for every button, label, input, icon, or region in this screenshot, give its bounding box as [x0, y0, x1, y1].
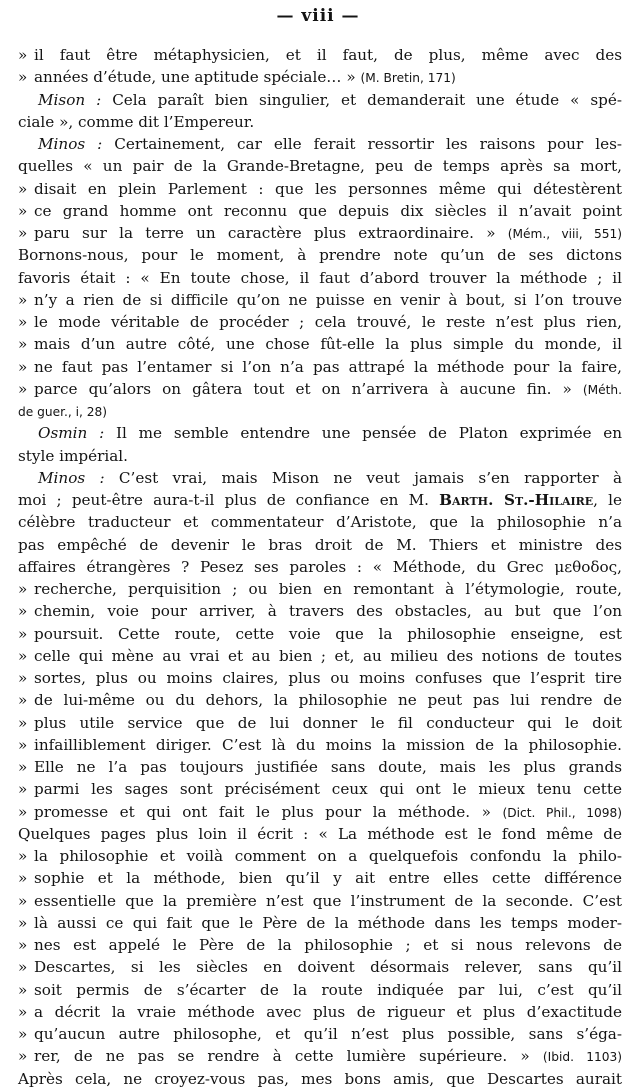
text-line	[18, 912, 622, 934]
text-segment: sophie et la méthode, bien qu’il y ait entre elles cette différence	[34, 869, 622, 888]
text-line	[18, 467, 622, 489]
text-segment: favoris était : « En toute chose, il faut d’abord trouver la méthode ; il	[18, 268, 622, 287]
text-segment: , le	[593, 491, 623, 509]
body-text	[18, 44, 622, 1090]
text-segment: celle qui mène au vrai et au bien ; et, au milieu des notions de toutes	[34, 646, 622, 665]
text-line	[18, 1045, 622, 1067]
quote-mark: »	[18, 802, 28, 821]
text-segment: ce grand homme ont reconnu que depuis dix siècles il n’avait point	[34, 201, 622, 220]
quote-mark: »	[18, 46, 28, 64]
text-line	[18, 244, 622, 266]
text-segment: chemin, voie pour arriver, à travers des obstacles, au but que l’on	[34, 602, 622, 621]
quote-mark: »	[18, 891, 28, 910]
citation: (Méth.	[582, 382, 622, 397]
quote-mark: »	[18, 624, 28, 643]
text-line	[18, 778, 622, 800]
citation: (M. Bretin, 171)	[360, 71, 456, 86]
quote-mark: »	[18, 780, 28, 799]
author-name: Barth. St.-Hilaire	[439, 491, 594, 509]
speaker-name: Minos :	[38, 135, 103, 153]
text-segment: style impérial.	[18, 446, 128, 465]
speaker-name: Minos :	[38, 468, 105, 487]
citation: (Dict. Phil., 1098)	[502, 805, 622, 820]
quote-mark: »	[18, 869, 28, 888]
text-segment: Descartes, si les siècles en doivent désormais relever, sans qu’il	[34, 958, 622, 977]
text-line	[18, 267, 622, 289]
quote-mark: »	[18, 201, 28, 220]
quote-mark: »	[18, 936, 28, 954]
text-line	[18, 667, 622, 689]
text-line	[18, 44, 622, 66]
text-line	[18, 89, 622, 111]
text-line	[18, 867, 622, 889]
quote-mark: »	[18, 1047, 28, 1066]
text-line	[18, 378, 622, 400]
text-line	[18, 111, 622, 133]
text-segment: soit permis de s’écarter de la route indiquée par lui, c’est qu’il	[34, 980, 622, 999]
text-line	[18, 222, 622, 244]
quote-mark: »	[18, 1002, 28, 1021]
text-segment: paru sur la terre un caractère plus extraordinaire. »	[34, 224, 508, 242]
text-segment: disait en plein Parlement : que les personnes même qui détestèrent	[34, 179, 622, 198]
text-line	[18, 845, 622, 867]
quote-mark: »	[18, 847, 28, 865]
text-line	[18, 956, 622, 978]
text-line	[18, 155, 622, 177]
text-line	[18, 934, 622, 956]
text-segment: célèbre traducteur et commentateur d’Aristote, que la philosophie n’a	[18, 513, 622, 532]
quote-mark: »	[18, 958, 28, 977]
quote-mark: »	[18, 691, 28, 710]
text-segment: promesse et qui ont fait le plus pour la méthode. »	[34, 802, 503, 821]
text-line	[18, 178, 622, 200]
text-line	[18, 556, 622, 578]
text-line	[18, 534, 622, 556]
text-line	[18, 445, 622, 467]
quote-mark: »	[18, 313, 28, 331]
text-line	[18, 645, 622, 667]
quote-mark: »	[18, 357, 28, 376]
text-line	[18, 734, 622, 756]
page-header: — viii —	[276, 6, 360, 26]
text-segment: rer, de ne pas se rendre à cette lumière supérieure. »	[34, 1047, 543, 1066]
text-line	[18, 890, 622, 912]
text-segment: Quelques pages plus loin il écrit : « La méthode est le fond même de	[18, 824, 622, 843]
quote-mark: »	[18, 335, 28, 354]
text-line	[18, 311, 622, 333]
text-line	[18, 1023, 622, 1045]
text-line	[18, 356, 622, 378]
text-segment: il faut être métaphysicien, et il faut, de plus, même avec des	[34, 46, 622, 64]
quote-mark: »	[18, 179, 28, 198]
text-segment: essentielle que la première n’est que l’instrument de la seconde. C’est	[34, 891, 622, 910]
citation: (Ibid. 1103)	[542, 1050, 622, 1065]
text-segment: pas empêché de devenir le bras droit de M. Thiers et ministre des	[18, 535, 622, 554]
speaker-name: Mison :	[38, 90, 102, 109]
text-line	[18, 823, 622, 845]
text-segment: là aussi ce qui fait que le Père de la méthode dans les temps moder-	[34, 913, 622, 932]
text-segment: qu’aucun autre philosophe, et qu’il n’est plus possible, sans s’éga-	[34, 1025, 622, 1043]
citation: de guer., i, 28)	[18, 405, 107, 419]
quote-mark: »	[18, 646, 28, 665]
text-segment: de lui-même ou du dehors, la philosophie ne peut pas lui rendre de	[34, 691, 622, 710]
text-segment: quelles « un pair de la Grande-Bretagne, peu de temps après sa mort,	[18, 157, 622, 176]
speaker-name: Osmin :	[38, 424, 105, 443]
text-line	[18, 756, 622, 778]
text-line	[18, 623, 622, 645]
text-line	[18, 979, 622, 1001]
text-segment: Certainement, car elle ferait ressortir les raisons pour les-	[102, 135, 623, 153]
text-segment: Il me semble entendre une pensée de Platon exprimée en	[104, 424, 622, 443]
text-line	[18, 511, 622, 533]
text-line	[18, 801, 622, 823]
text-segment: n’y a rien de si difficile qu’on ne puisse en venir à bout, si l’on trouve	[34, 290, 622, 309]
quote-mark: »	[18, 669, 28, 687]
text-segment: C’est vrai, mais Mison ne veut jamais s’en rapporter à	[104, 468, 622, 487]
text-segment: infailliblement diriger. C’est là du moins la mission de la philosophie.	[34, 735, 622, 754]
quote-mark: »	[18, 290, 28, 309]
text-line	[18, 1068, 622, 1090]
text-line	[18, 200, 622, 222]
text-segment: Cela paraît bien singulier, et demanderait une étude « spé-	[101, 90, 622, 109]
text-segment: nes est appelé le Père de la philosophie ; et si nous relevons de	[34, 936, 622, 954]
text-segment: le mode véritable de procéder ; cela trouvé, le reste n’est plus rien,	[34, 313, 622, 331]
text-segment: ne faut pas l’entamer si l’on n’a pas attrapé la méthode pour la faire,	[34, 357, 622, 376]
text-line	[18, 712, 622, 734]
text-segment: sortes, plus ou moins claires, plus ou moins confuses que l’esprit tire	[34, 669, 622, 687]
text-line	[18, 600, 622, 622]
text-segment: Après cela, ne croyez-vous pas, mes bons amis, que Descartes aurait	[18, 1069, 622, 1088]
text-line	[18, 133, 622, 155]
quote-mark: »	[18, 1025, 28, 1043]
text-segment: affaires étrangères ? Pesez ses paroles : « Méthode, du Grec μεθοδος,	[18, 557, 622, 576]
text-line	[18, 400, 622, 422]
text-segment: mais d’un autre côté, une chose fût-elle la plus simple du monde, il	[34, 335, 622, 354]
text-line	[18, 289, 622, 311]
citation: (Mém., viii, 551)	[507, 227, 622, 241]
text-line	[18, 422, 622, 444]
text-segment: parce qu’alors on gâtera tout et on n’arrivera à aucune fin. »	[34, 379, 583, 398]
quote-mark: »	[18, 913, 28, 932]
text-segment: plus utile service que de lui donner le fil conducteur qui le doit	[34, 713, 622, 732]
text-segment: parmi les sages sont précisément ceux qui ont le mieux tenu cette	[34, 780, 622, 799]
quote-mark: »	[18, 713, 28, 732]
text-segment: poursuit. Cette route, cette voie que la philosophie enseigne, est	[34, 624, 622, 643]
quote-mark: »	[18, 580, 28, 598]
text-line	[18, 489, 622, 511]
text-segment: la philosophie et voilà comment on a quelquefois confondu la philo-	[34, 847, 622, 865]
quote-mark: »	[18, 980, 28, 999]
text-segment: années d’étude, une aptitude spéciale… »	[34, 68, 361, 87]
text-segment: Bornons-nous, pour le moment, à prendre note qu’un de ses dictons	[18, 246, 622, 265]
text-segment: recherche, perquisition ; ou bien en remontant à l’étymologie, route,	[34, 580, 622, 598]
quote-mark: »	[18, 735, 28, 754]
text-line	[18, 689, 622, 711]
text-segment: Elle ne l’a pas toujours justifiée sans doute, mais les plus grands	[34, 758, 622, 776]
quote-mark: »	[18, 224, 28, 242]
quote-mark: »	[18, 68, 28, 87]
quote-mark: »	[18, 602, 28, 621]
text-line	[18, 1001, 622, 1023]
quote-mark: »	[18, 379, 28, 398]
text-line	[18, 578, 622, 600]
text-segment: ciale », comme dit l’Empereur.	[18, 112, 255, 131]
text-segment: a décrit la vraie méthode avec plus de rigueur et plus d’exactitude	[34, 1002, 622, 1021]
quote-mark: »	[18, 758, 28, 776]
text-line	[18, 333, 622, 355]
text-segment: moi ; peut-être aura-t-il plus de confiance en M.	[18, 491, 440, 509]
text-line	[18, 66, 622, 88]
